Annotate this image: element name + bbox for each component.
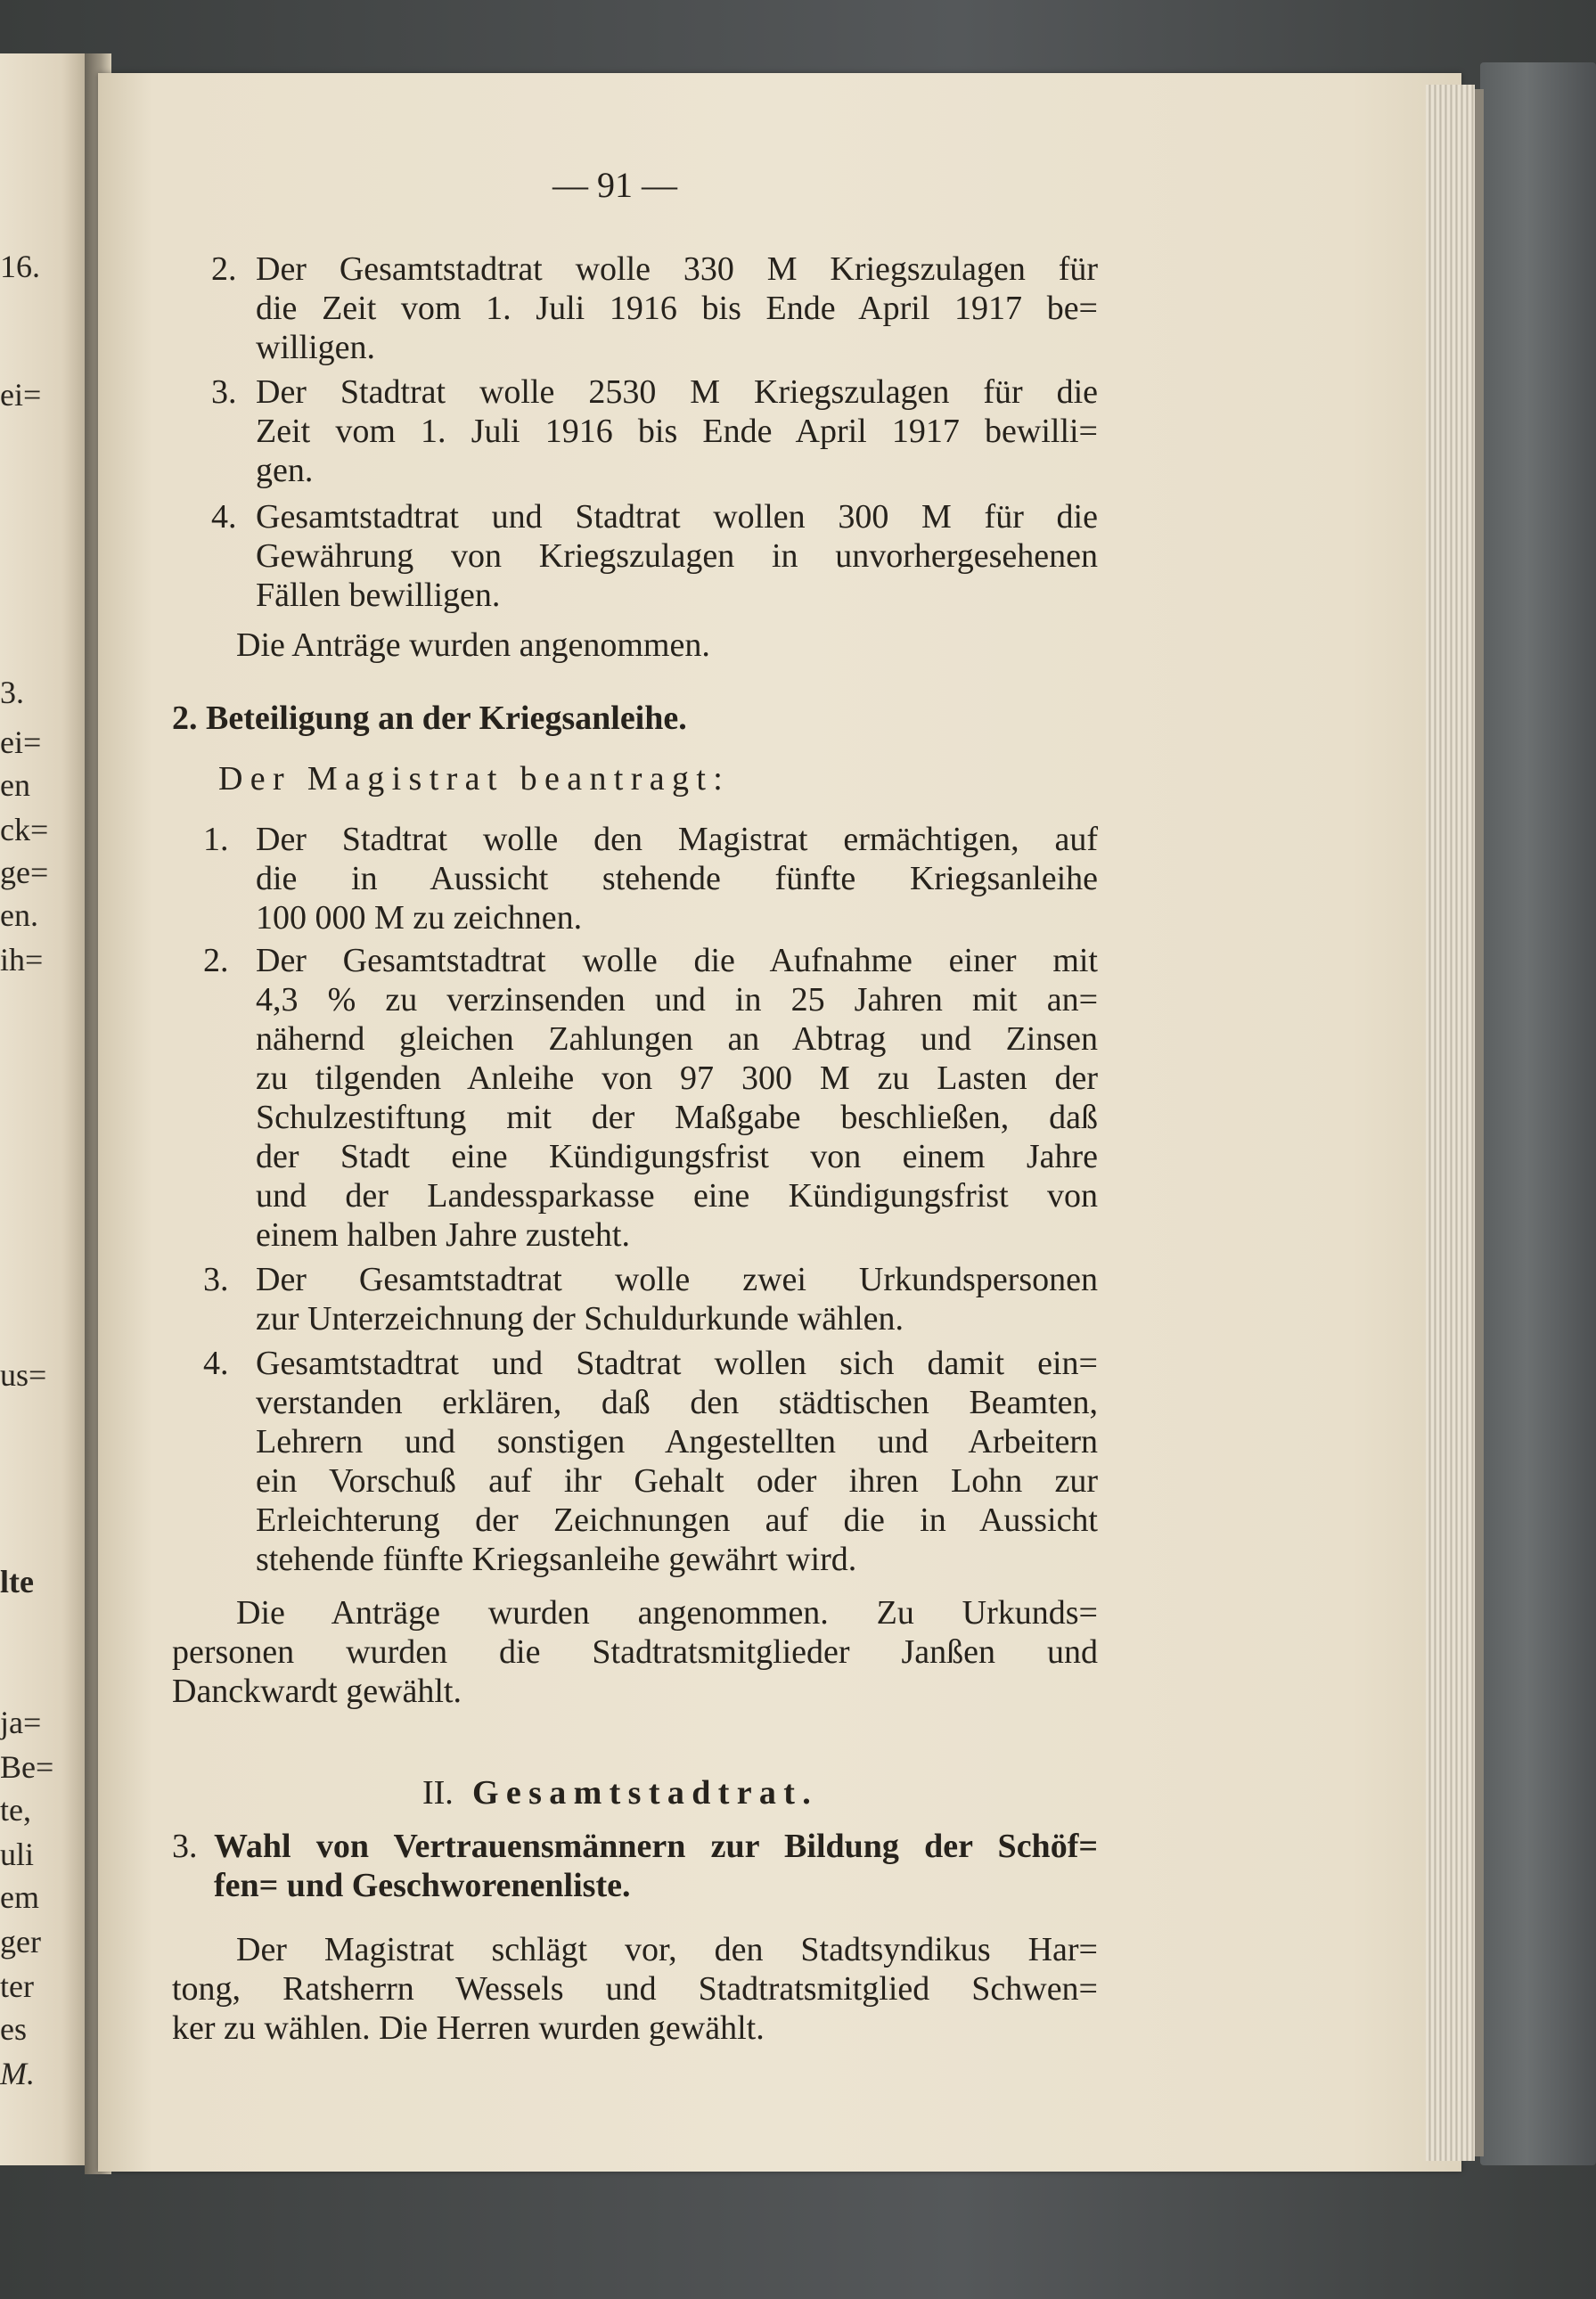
left-page-fragments (0, 53, 85, 2165)
list-item-number: 4. (203, 1345, 229, 1382)
list-item-line: Gesamtstadtrat und Stadtrat wollen sich damit ein= (256, 1345, 1098, 1382)
resolution-text: Die Anträge wurden angenommen. (236, 626, 710, 664)
list-item-number: 2. (211, 250, 237, 288)
margin-fragment: ei= (0, 724, 42, 760)
list-item-number: 1. (203, 821, 229, 858)
page-edges (1426, 85, 1475, 2161)
list-item-line: einem halben Jahre zusteht. (256, 1216, 630, 1254)
margin-fragment: ck= (0, 812, 49, 847)
margin-fragment: en. (0, 897, 38, 933)
list-item-line: Zeit vom 1. Juli 1916 bis Ende April 1917 bewilli= (256, 413, 1098, 450)
margin-fragment: te, (0, 1792, 31, 1828)
list-item-line: Der Stadtrat wolle 2530 M Kriegszulagen für die (256, 373, 1098, 411)
list-item-line: zur Unterzeichnung der Schuldurkunde wählen. (256, 1300, 904, 1338)
margin-fragment: ja= (0, 1705, 42, 1740)
page-edges-shadow (1475, 89, 1484, 2156)
page-number: — 91 — (552, 165, 677, 205)
list-item-line: Gesamtstadtrat und Stadtrat wollen 300 M für die (256, 498, 1098, 536)
margin-fragment: ger (0, 1924, 41, 1959)
resolution-line: Die Anträge wurden angenommen. Zu Urkunds= (236, 1594, 1098, 1632)
list-item-line: stehende fünfte Kriegsanleihe gewährt wird. (256, 1541, 857, 1578)
margin-fragment: lte (0, 1564, 34, 1599)
list-item-line: Der Gesamtstadtrat wolle 330 M Kriegszulagen für (256, 250, 1098, 288)
list-item-number: 3. (211, 373, 237, 411)
left-page-edge (0, 53, 89, 2165)
list-item-line: die Zeit vom 1. Juli 1916 bis Ende April 1917 be= (256, 290, 1098, 327)
list-item-line: gen. (256, 452, 314, 489)
resolution-line: personen wurden die Stadtratsmitglieder Janßen und (172, 1633, 1098, 1671)
section-heading: 2. Beteiligung an der Kriegsanleihe. (172, 700, 687, 737)
list-item-line: die in Aussicht stehende fünfte Kriegsanleihe (256, 860, 1098, 897)
final-paragraph-line: ker zu wählen. Die Herren wurden gewählt. (172, 2009, 765, 2047)
roman-section-title: Gesamtstadtrat. (472, 1774, 819, 1812)
agenda-item-title-line: fen= und Geschworenenliste. (214, 1867, 631, 1904)
margin-fragment: 16. (0, 249, 40, 284)
list-item-line: 4,3 % zu verzinsenden und in 25 Jahren mit an= (256, 981, 1098, 1019)
list-item-line: Gewährung von Kriegszulagen in unvorhergesehenen (256, 537, 1098, 575)
list-item-line: Lehrern und sonstigen Angestellten und Arbeitern (256, 1423, 1098, 1460)
back-cover-board (1480, 62, 1596, 2165)
final-paragraph-line: tong, Ratsherrn Wessels und Stadtratsmitglied Schwen= (172, 1970, 1098, 2008)
list-item-line: Erleichterung der Zeichnungen auf die in Aussicht (256, 1501, 1098, 1539)
list-item-line: und der Landessparkasse eine Kündigungsfrist von (256, 1177, 1098, 1215)
roman-section-number: II. (422, 1774, 454, 1812)
final-paragraph-line: Der Magistrat schlägt vor, den Stadtsyndikus Har= (236, 1931, 1098, 1968)
list-item-line: Der Gesamtstadtrat wolle zwei Urkundspersonen (256, 1261, 1098, 1298)
list-item-line: nähernd gleichen Zahlungen an Abtrag und Zinsen (256, 1020, 1098, 1058)
margin-fragment: M. (0, 2056, 35, 2091)
margin-fragment: Be= (0, 1749, 54, 1785)
list-item-line: verstanden erklären, daß den städtischen Beamten, (256, 1384, 1098, 1421)
resolution-line: Danckwardt gewählt. (172, 1673, 462, 1710)
margin-fragment: 3. (0, 675, 24, 710)
list-item-number: 2. (203, 942, 229, 979)
list-item-line: der Stadt eine Kündigungsfrist von einem Jahre (256, 1138, 1098, 1175)
list-item-line: Fällen bewilligen. (256, 577, 501, 614)
list-item-number: 3. (203, 1261, 229, 1298)
margin-fragment: ter (0, 1968, 34, 2004)
list-item-line: Schulzestiftung mit der Maßgabe beschließen, daß (256, 1099, 1098, 1136)
list-item-line: willigen. (256, 329, 376, 366)
margin-fragment: uli (0, 1837, 35, 1872)
list-item-line: Der Gesamtstadtrat wolle die Aufnahme einer mit (256, 942, 1098, 979)
margin-fragment: ei= (0, 377, 42, 413)
list-item-line: zu tilgenden Anleihe von 97 300 M zu Lasten der (256, 1060, 1098, 1097)
motion-intro: Der Magistrat beantragt: (218, 760, 731, 798)
margin-fragment: es (0, 2011, 27, 2047)
margin-fragment: ge= (0, 855, 49, 890)
margin-fragment: en (0, 767, 30, 803)
list-item-number: 4. (211, 498, 237, 536)
list-item-line: 100 000 M zu zeichnen. (256, 899, 583, 937)
agenda-item-title-line: Wahl von Vertrauensmännern zur Bildung der Schöf= (214, 1828, 1098, 1865)
list-item-line: ein Vorschuß auf ihr Gehalt oder ihren Lohn zur (256, 1462, 1098, 1500)
list-item-line: Der Stadtrat wolle den Magistrat ermächtigen, auf (256, 821, 1098, 858)
margin-fragment: em (0, 1879, 39, 1915)
margin-fragment: us= (0, 1357, 47, 1393)
margin-fragment: ih= (0, 942, 44, 978)
agenda-item-number: 3. (172, 1828, 198, 1865)
